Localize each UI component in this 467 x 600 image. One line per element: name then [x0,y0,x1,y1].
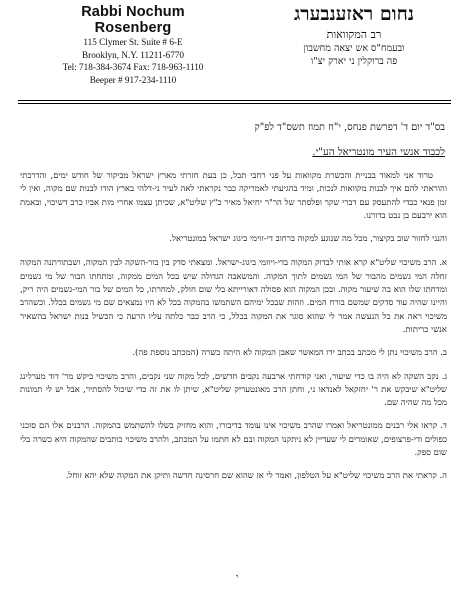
street-address: 115 Clymer St. Suite # 6-E [83,37,183,47]
letter-addressee: לכבוד אנשי העיר מונטריאל הע"י. [312,147,445,158]
rabbi-title-hebrew: רב המקוואות [326,28,382,41]
paragraph-aleph: א. הרב משיכוי שליט"א קרא אותי לבדוק המקוה בדי-ויוזמי ביגוג-ישראל. ומצאתי סדק בין בור-השקה לבין המקוה, ושבתורתנה המקוה זחלה המי גשמים מהבור של המי גשמים לתוך המקוה. והמשאבה הגדולה שיש בכל המים ממקוה, ומתחתו הבור של מי גשמים ומדחתו שלו הוא בה שיעור מקוה. ובכן המקוה הוא פסולה דאורייתא בלי שום חולק, למחרתו, כל המים של בור המי-גשמים היה ריק, והיינו שהיה עוד סדקים שמשם בורח המים. וזהות שבכל ימיהם השתמשו בהמקוה בכל לא היו נמצאים שם מי גשמים בכלל. וכשהרב משיכוי ראה את כל הנעשה אמר לי שהוא סוגר את המקוה בכלל, כי הרב כבר כלתה עליו הרעה כי הכשיל בנות ישראל בהשאיר אנשי כריתות. [20,257,447,334]
paragraph-intro: והנני לחזור שוב בקיצור, מכל מה שנוגע למקוה ברחוב די-זוימי ביגוג ישראל במונטריאל. [169,233,447,244]
paragraph-gimel: ג. נקב השקה לא היה בו כדי שיעור, ואני קודחתי ארבעה נקבים חדשים, לכל מקוה שני נקבים, והרב משיכוי ביקש מר' דוד מערלינג שליט"א שיבקש את ר' יחזקאל לאנדאו ני, וחתן הרב מאונטעריק שליט"א, שיתן לו את זה כדי שיכול להסתיר, אבל יש לי תמונות מכל מה שהיה שם. [20,370,447,408]
paragraph-heh: ה. קראתי את הרב משיכוי שליט"א על הטלפון, ואמר לי אז שהוא שם חרסינה חדשה ותיקן את המקוה שלא יהא זוחל. [65,470,447,481]
letter-body [20,169,447,493]
paragraph-bet: ב. הרב משיכוי נתן לי מכתב בכתב ידו המאשר שאבן המקוה לא היתה כשרה (המכתב נוספת פה). [132,347,447,358]
hebrew-letterhead [259,2,449,68]
english-letterhead [48,4,218,86]
rabbi-name-hebrew: נחום ראזענבערג [293,3,415,25]
city-address: Brooklyn, N.Y. 11211-6770 [82,49,184,60]
letterhead-divider-thin [18,103,451,104]
letter-date: בס"ד יום ד' דפרשת פנחס, י"ח תמוז תשס"ד לפ"ק [254,122,445,133]
author-of-hebrew: ובעמח"ס אש יצאה מחשבון [303,43,405,54]
letterhead-divider [18,100,451,101]
page-footer-mark: י [236,573,239,583]
beeper-number: Beeper # 917-234-1110 [89,74,177,85]
city-hebrew: פה ברוקלין ני יארק יצ"ו [310,56,398,67]
phone-fax: Tel: 718-384-3674 Fax: 718-963-1110 [62,62,204,73]
paragraph-opening: טרוד אני למאוד בבניית והכשרת מקוואות על פני רחבי תבל, כן בעת חזרתי מארץ ישראל מביקור של חודש ימים, והדרכתי והוראתי להם איך לבנות מקוואות לנכות, ומיד בהגיעתי לאמריקה כבר נקראתי לאה לעיר ני-דלהי בארץ הודו לבנות שם מקוה, ואין לי זמן פנאי כבדי להתעסק עם דברי שקר ופלסתר של הר"ר יחיאל מאיר כ"ץ שליט"א, שכיתן עצמו אחרי מות אביו כרב דשיכוי, ובאמת הוא ירבעם בן נבט בדורנו. [20,170,447,220]
paragraph-dalet: ד. קראו אלי רבנים ממונטריאל ואמרו שהרב משיכוי אינו עומד בדיבורו, והוא מחזיק בשלו להשתמש בהמקוה. הרבנים אלו הם סוכני כפולים ודי-פרצופים, שאומרים לי שעדיין לא ניתקנו המקוה ובם לא חתמו על המכתב, ולהרב משיכוי כותבים שהמקוה היא כשרה בלי שום ספק. [20,420,447,458]
rabbi-name-english: Rabbi Nochum Rosenberg [81,4,185,36]
